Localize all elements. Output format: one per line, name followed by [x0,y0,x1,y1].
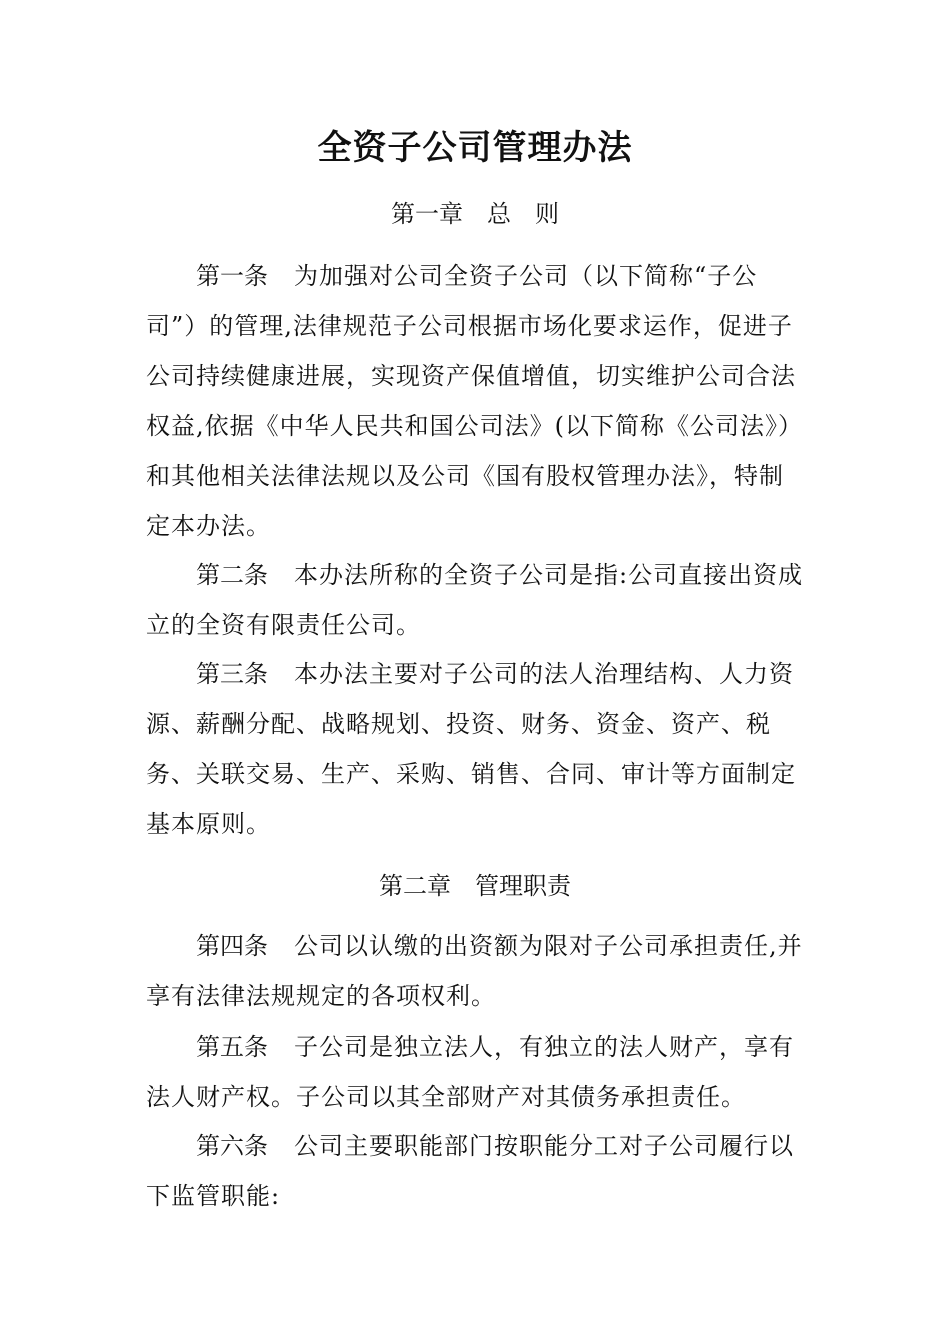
article-label: 第五条 [196,1033,268,1061]
article-label: 第四条 [196,932,268,960]
article-text: 为加强对公司全资子公司（以下简称“子公司”）的管理,法律规范子公司根据市场化要求运作，促进子公司持续健康进展，实现资产保值增值，切实维护公司合法权益,依据《中华人民共和国公司法》(以下简称《公司法》）和其他相关法律法规以及公司《国有股权管理办法》，特制定本办法。 [146,262,803,540]
chapter-number: 第一章 [391,200,463,228]
article-label: 第三条 [196,660,268,688]
chapter-name: 管理职责 [475,872,571,900]
article-text: 本办法主要对子公司的法人治理结构、人力资源、薪酬分配、战略规划、投资、财务、资金、资产、税务、关联交易、生产、采购、销售、合同、审计等方面制定基本原则。 [146,660,796,838]
chapter-number: 第二章 [379,872,451,900]
article-paragraph [146,1121,806,1221]
document-title: 全资子公司管理办法 [317,128,633,168]
article-paragraph [146,649,806,849]
article-label: 第六条 [196,1132,268,1160]
article-text: 子公司是独立法人，有独立的法人财产，享有法人财产权。子公司以其全部财产对其债务承担责任。 [146,1033,794,1111]
chapter-heading [0,866,950,906]
article-paragraph [146,1022,806,1122]
chapter-name: 总 则 [487,200,559,228]
article-text: 公司以认缴的出资额为限对子公司承担责任,并享有法律法规规定的各项权利。 [146,932,803,1010]
article-label: 第一条 [196,262,268,290]
article-text: 公司主要职能部门按职能分工对子公司履行以下监管职能: [146,1132,794,1210]
article-label: 第二条 [196,561,268,589]
article-paragraph [146,550,806,650]
chapter-heading [0,194,950,234]
article-paragraph [146,251,806,551]
article-text: 本办法所称的全资子公司是指:公司直接出资成立的全资有限责任公司。 [146,561,804,639]
article-paragraph [146,921,806,1021]
